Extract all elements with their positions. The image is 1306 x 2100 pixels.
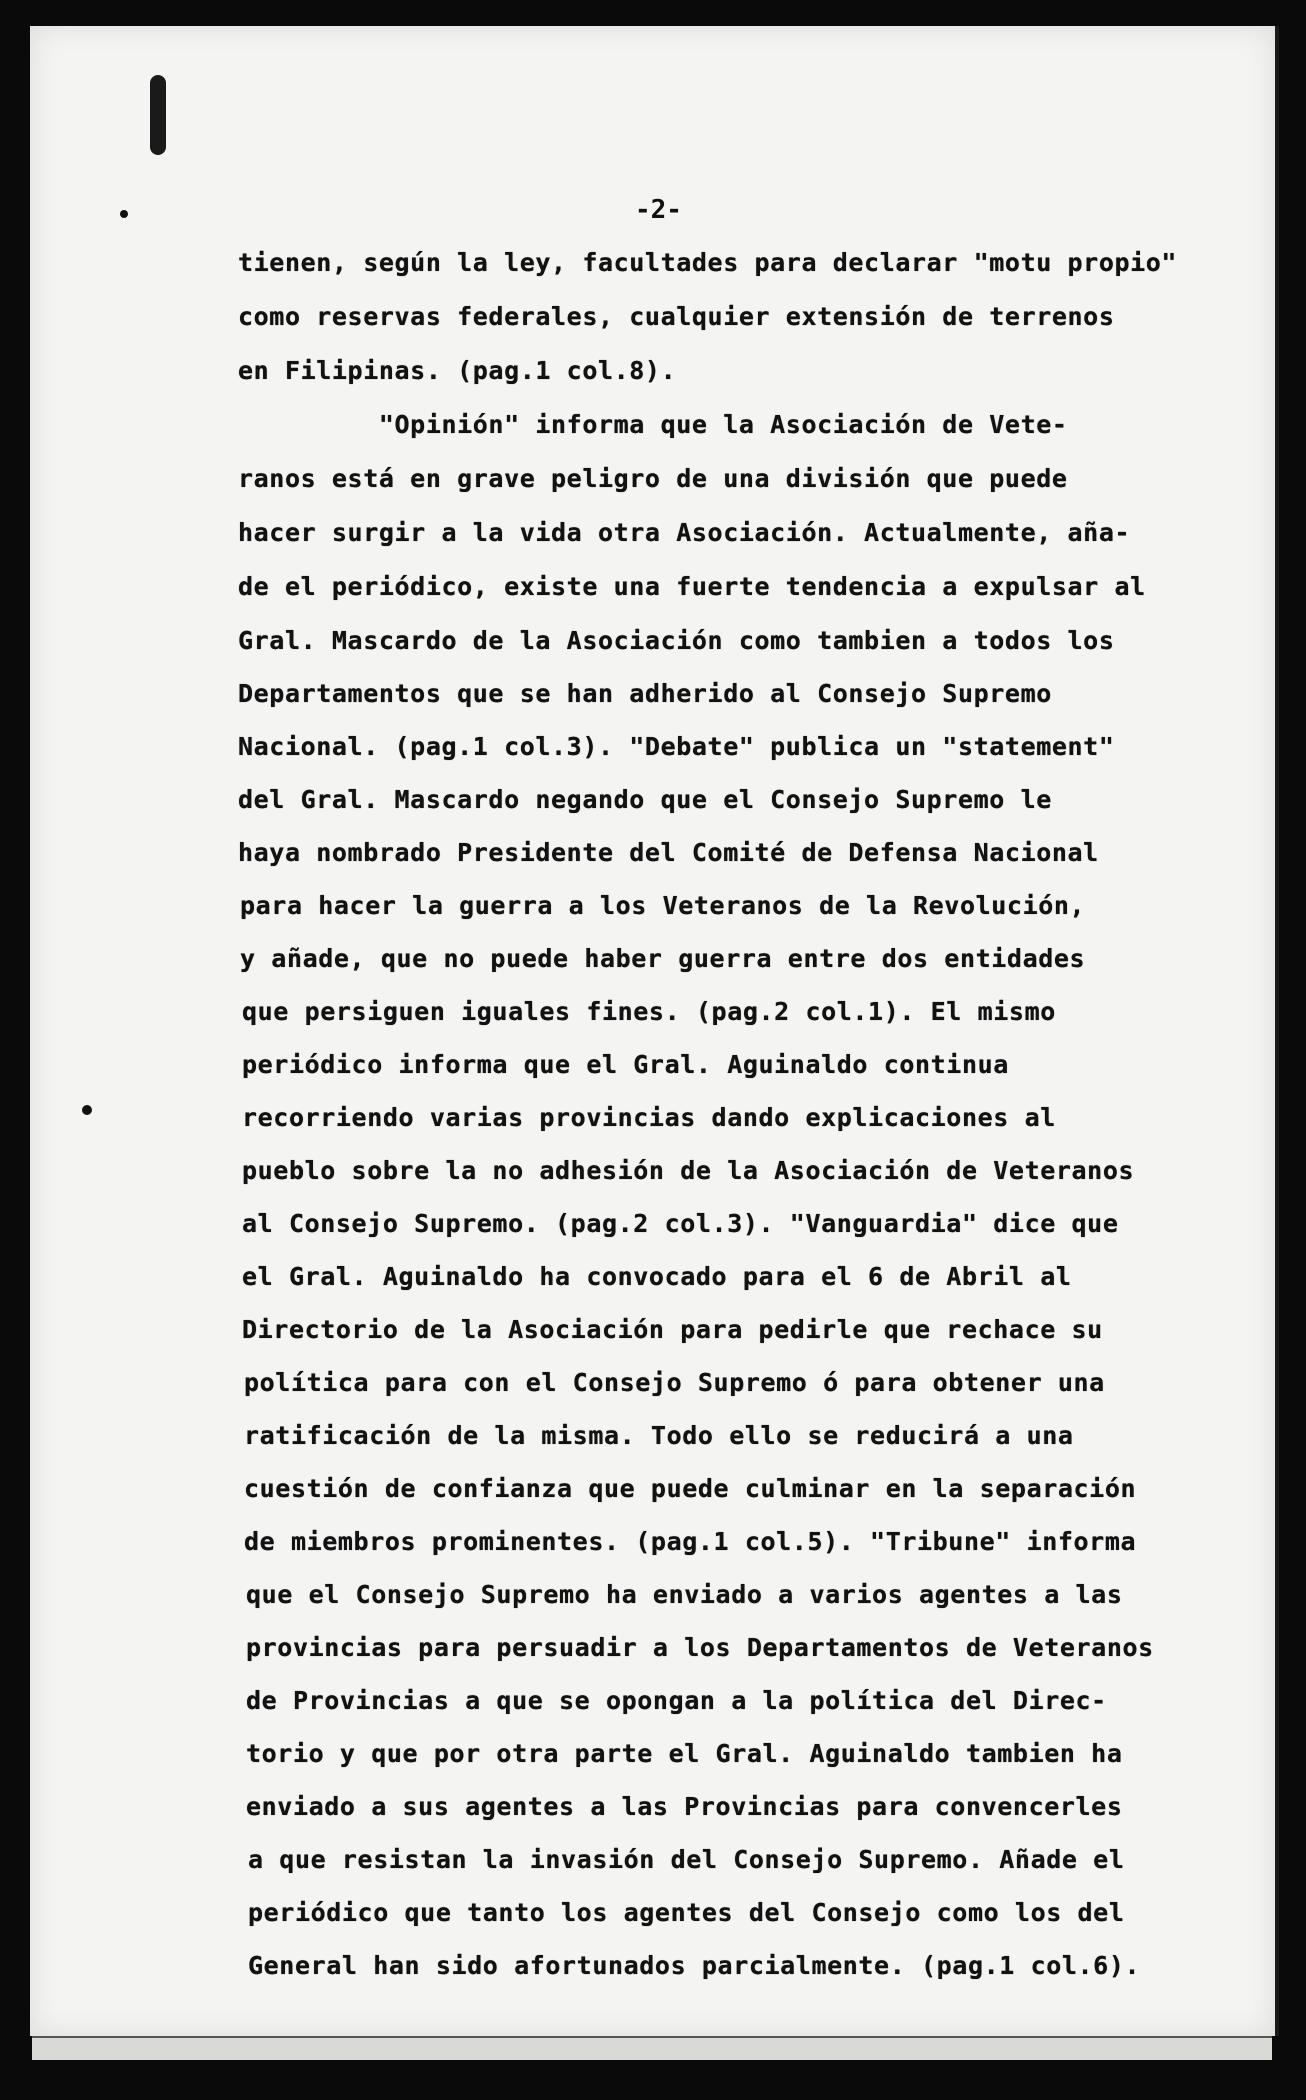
text-line: Departamentos que se han adherido al Consejo Supremo	[238, 679, 1052, 708]
text-line: General han sido afortunados parcialmente. (pag.1 col.6).	[248, 1951, 1141, 1980]
text-line: al Consejo Supremo. (pag.2 col.3). "Vanguardia" dice que	[242, 1209, 1119, 1238]
text-line: recorriendo varias provincias dando explicaciones al	[242, 1103, 1056, 1132]
text-line: ranos está en grave peligro de una división que puede	[238, 464, 1068, 493]
page-number: -2-	[635, 195, 682, 225]
text-line: haya nombrado Presidente del Comité de Defensa Nacional	[238, 838, 1099, 867]
text-line: en Filipinas. (pag.1 col.8).	[238, 356, 677, 385]
text-line: cuestión de confianza que puede culminar en la separación	[244, 1474, 1137, 1503]
text-line: de el periódico, existe una fuerte tendencia a expulsar al	[238, 572, 1146, 601]
text-line: Nacional. (pag.1 col.3). "Debate" publica un "statement"	[238, 732, 1115, 761]
text-line: que el Consejo Supremo ha enviado a varios agentes a las	[246, 1580, 1123, 1609]
text-line: provincias para persuadir a los Departamentos de Veteranos	[246, 1633, 1154, 1662]
text-line: torio y que por otra parte el Gral. Aguinaldo tambien ha	[246, 1739, 1123, 1768]
ink-spot	[82, 1105, 92, 1115]
text-line: periódico que tanto los agentes del Consejo como los del	[248, 1898, 1125, 1927]
text-line: del Gral. Mascardo negando que el Consejo Supremo le	[238, 785, 1052, 814]
text-line: que persiguen iguales fines. (pag.2 col.1). El mismo	[242, 997, 1056, 1026]
text-line: hacer surgir a la vida otra Asociación. Actualmente, aña-	[238, 518, 1131, 547]
text-line: política para con el Consejo Supremo ó para obtener una	[244, 1368, 1105, 1397]
text-line: como reservas federales, cualquier extensión de terrenos	[238, 302, 1115, 331]
text-line: de Provincias a que se opongan a la política del Direc-	[246, 1686, 1107, 1715]
ink-spot	[120, 210, 128, 218]
text-line: "Opinión" informa que la Asociación de Vete-	[238, 410, 1068, 439]
text-line: enviado a sus agentes a las Provincias para convencerles	[246, 1792, 1123, 1821]
text-line: el Gral. Aguinaldo ha convocado para el 6 de Abril al	[242, 1262, 1072, 1291]
text-line: Directorio de la Asociación para pedirle que rechace su	[242, 1315, 1103, 1344]
binder-hole-mark	[150, 75, 166, 155]
page-bottom-edge	[32, 2036, 1272, 2060]
text-line: y añade, que no puede haber guerra entre dos entidades	[240, 944, 1086, 973]
text-line: de miembros prominentes. (pag.1 col.5). "Tribune" informa	[244, 1527, 1137, 1556]
text-line: periódico informa que el Gral. Aguinaldo continua	[242, 1050, 1009, 1079]
text-line: pueblo sobre la no adhesión de la Asociación de Veteranos	[242, 1156, 1135, 1185]
text-line: ratificación de la misma. Todo ello se reducirá a una	[244, 1421, 1074, 1450]
text-line: tienen, según la ley, facultades para declarar "motu propio"	[238, 248, 1178, 277]
text-line: Gral. Mascardo de la Asociación como tambien a todos los	[238, 626, 1115, 655]
text-line: para hacer la guerra a los Veteranos de la Revolución,	[240, 891, 1086, 920]
text-line: a que resistan la invasión del Consejo Supremo. Añade el	[248, 1845, 1125, 1874]
